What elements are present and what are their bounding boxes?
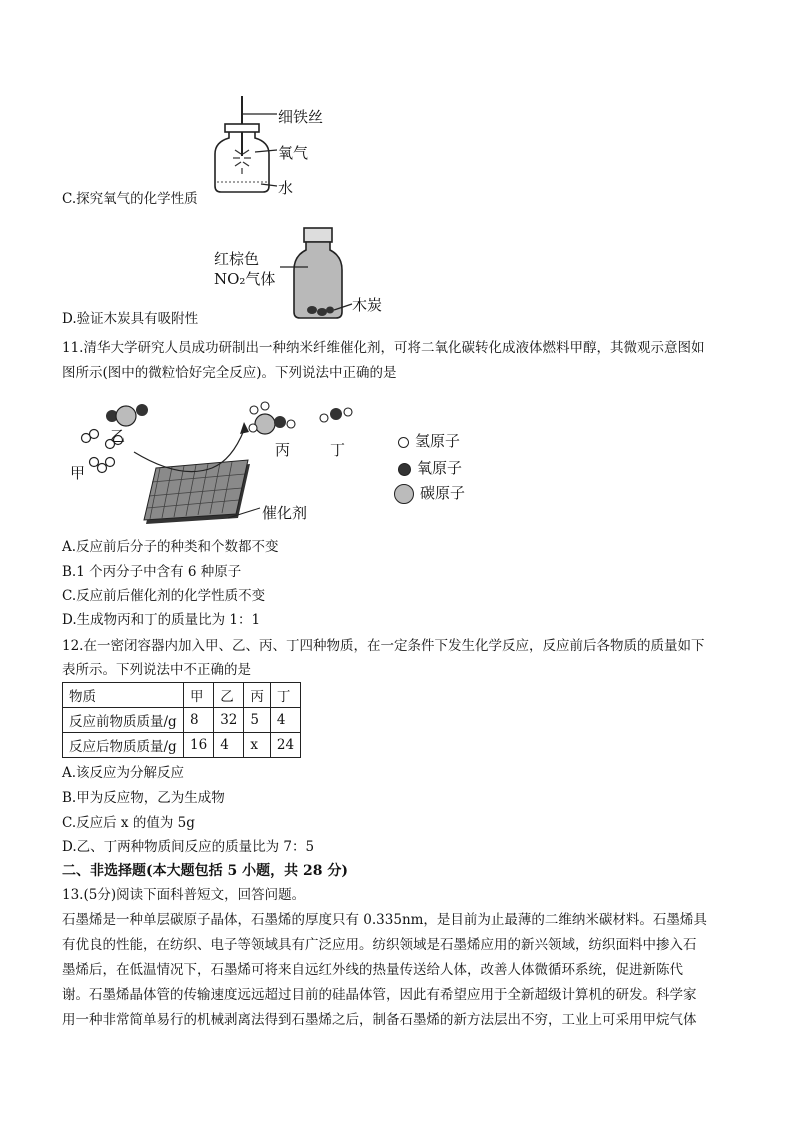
q12-option-d: D.乙、丁两种物质间反应的质量比为 7：5 (62, 839, 315, 855)
table-cell: 32 (214, 708, 244, 733)
table-row (63, 708, 301, 733)
q11-label-bing: 丙 (275, 441, 291, 459)
hydrogen-atom-icon (398, 437, 409, 448)
q12-option-a: A.该反应为分解反应 (62, 765, 185, 781)
q11-option-b: B.1 个丙分子中含有 6 种原子 (62, 564, 242, 580)
figure-c-label-wire: 细铁丝 (278, 108, 324, 126)
table-header-cell: 丙 (244, 683, 271, 708)
q11-option-d: D.生成物丙和丁的质量比为 1：1 (62, 612, 261, 628)
figure-c-label-water: 水 (278, 179, 294, 197)
legend-hydrogen: 氢原子 (398, 430, 460, 451)
q11-label-yi: 乙 (110, 427, 126, 445)
q11-label-jia: 甲 (70, 464, 86, 482)
figure-d-label-charcoal: 木炭 (352, 296, 383, 314)
table-header-cell: 乙 (214, 683, 244, 708)
table-cell: 5 (244, 708, 271, 733)
legend-oxygen: 氧原子 (398, 457, 462, 478)
table-row (63, 733, 301, 758)
q13-passage-line-5: 用一种非常简单易行的机械剥离法得到石墨烯之后，制备石墨烯的新方法层出不穷，工业上可采用甲烷气体 (62, 1012, 697, 1028)
legend-carbon: 碳原子 (394, 482, 465, 504)
figure-d-bottle (290, 226, 400, 322)
q12-mass-table (62, 682, 301, 758)
q11-option-c: C.反应前后催化剂的化学性质不变 (62, 588, 266, 604)
table-cell: 24 (270, 733, 300, 758)
q11-label-catalyst: 催化剂 (262, 504, 308, 522)
figure-d-caption: D.验证木炭具有吸附性 (62, 311, 199, 327)
q12-option-b: B.甲为反应物，乙为生成物 (62, 790, 225, 806)
table-cell: 4 (214, 733, 244, 758)
table-header-row (63, 683, 301, 708)
q11-stem-line-2: 图所示(图中的微粒恰好完全反应)。下列说法中正确的是 (62, 365, 397, 381)
figure-c-caption: C.探究氧气的化学性质 (62, 191, 198, 207)
q13-passage-line-4: 谢。石墨烯晶体管的传输速度远远超过目前的硅晶体管，因此有希望应用于全新超级计算机的研发。科学家 (62, 987, 697, 1003)
table-cell: 16 (184, 733, 214, 758)
q12-option-c: C.反应后 x 的值为 5g (62, 815, 195, 831)
q11-stem-line-1: 11.清华大学研究人员成功研制出一种纳米纤维催化剂，可将二氧化碳转化成液体燃料甲醇，其微观示意图如 (62, 340, 705, 356)
q13-passage-line-1: 石墨烯是一种单层碳原子晶体，石墨烯的厚度只有 0.335nm，是目前为止最薄的二维纳米碳材料。石墨烯具 (62, 912, 707, 928)
table-header-cell: 物质 (63, 683, 184, 708)
figure-c-label-oxygen: 氧气 (278, 144, 309, 162)
table-cell: 8 (184, 708, 214, 733)
table-cell: x (244, 733, 271, 758)
q12-stem-line-2: 表所示。下列说法中不正确的是 (62, 662, 251, 678)
catalyst-sheet (144, 460, 250, 524)
table-cell: 4 (270, 708, 300, 733)
q13-passage-line-3: 墨烯后，在低温情况下，石墨烯可将来自远红外线的热量传送给人体，改善人体微循环系统，促进新陈代 (62, 962, 683, 978)
q11-reaction-diagram (60, 398, 390, 528)
carbon-atom-icon (394, 484, 414, 504)
q12-stem-line-1: 12.在一密闭容器内加入甲、乙、丙、丁四种物质，在一定条件下发生化学反应，反应前后各物质的质量如下 (62, 638, 705, 654)
q13-passage-line-2: 有优良的性能，在纺织、电子等领域具有广泛应用。纺织领域是石墨烯应用的新兴领域，纺织面料中掺入石 (62, 937, 697, 953)
figure-c-apparatus (205, 94, 285, 198)
q13-stem: 13.(5分)阅读下面科普短文，回答问题。 (62, 887, 306, 903)
q11-option-a: A.反应前后分子的种类和个数都不变 (62, 539, 279, 555)
table-header-cell: 丁 (270, 683, 300, 708)
figure-d-label-gas-1: 红棕色 (214, 250, 260, 268)
table-header-cell: 甲 (184, 683, 214, 708)
figure-d-pointer (280, 262, 310, 272)
table-cell: 反应前物质质量/g (63, 708, 184, 733)
figure-d-label-gas-2: NO₂气体 (214, 270, 276, 288)
oxygen-atom-icon (398, 463, 411, 476)
table-cell: 反应后物质质量/g (63, 733, 184, 758)
q11-label-ding: 丁 (330, 441, 346, 459)
section-2-heading: 二、非选择题(本大题包括 5 小题，共 28 分) (62, 863, 348, 879)
